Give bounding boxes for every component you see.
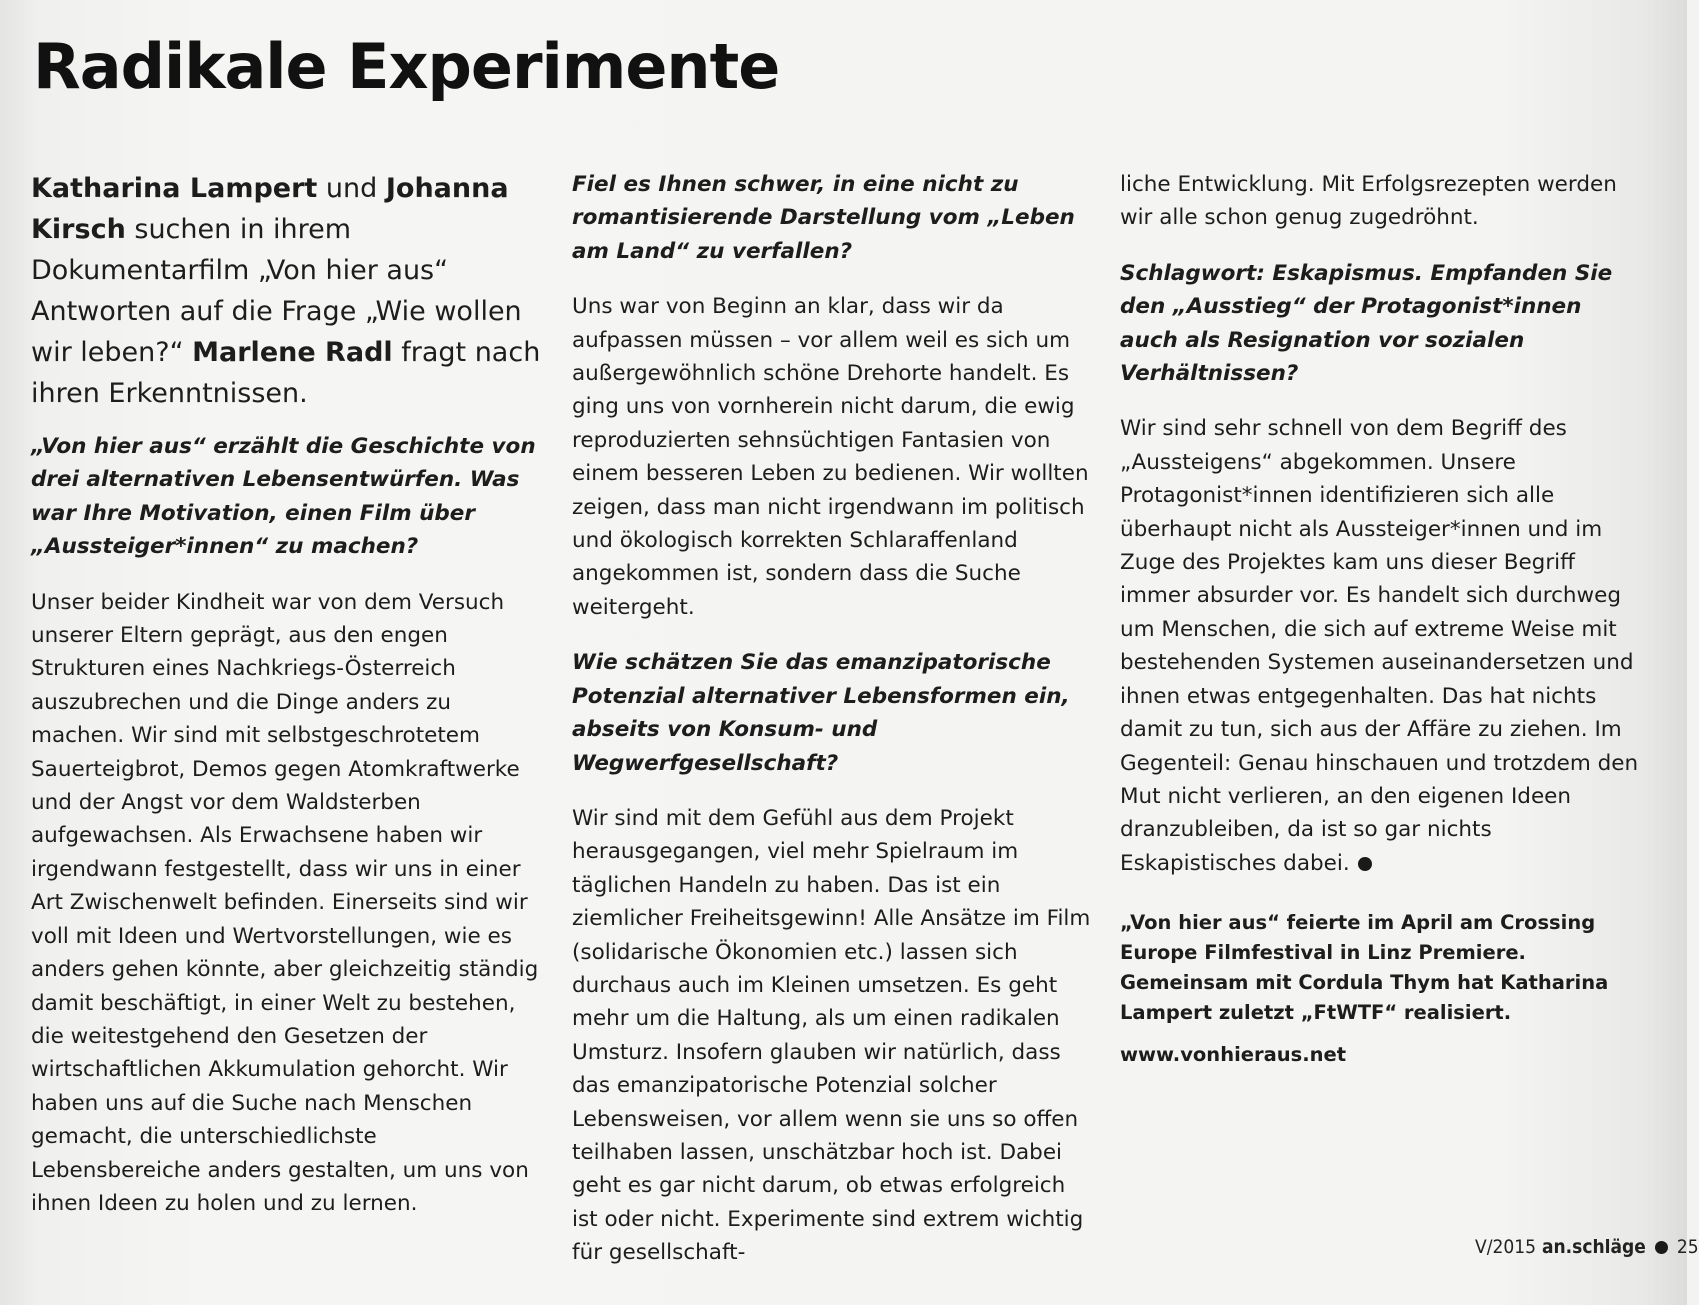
website-link[interactable]: www.vonhieraus.net — [1120, 1043, 1347, 1067]
answer-4: Wir sind sehr schnell von dem Begriff des „Aussteigens“ abgekommen. Unsere Protagonist*innen identifizieren sich alle überhaupt nicht als Aussteiger*innen und im Zuge des Projektes kam uns dieser Begriff immer absurder vor. Es handelt sich durchweg um Menschen, die sich auf extreme Weise mit bestehenden Systemen auseinandersetzen und ihnen etwas entgegenhalten. Das hat nichts damit zu tun, sich aus der Affäre zu ziehen. Im Gegenteil: Genau hinschauen und trotzdem den Mut nicht verlieren, an den eigenen Ideen dranzubleiben, da ist so gar nichts Eskapistisches dabei. — [1120, 416, 1639, 876]
page-number: 25 — [1676, 1236, 1699, 1258]
author-name-2: Johanna Kirsch — [31, 173, 509, 245]
page-footer — [1475, 1236, 1699, 1258]
lead-joiner: und — [317, 173, 386, 204]
column-2 — [572, 168, 1092, 1292]
question-2: Fiel es Ihnen schwer, in eine nicht zu romantisierende Darstellung vom „Leben am Land“ zu verfallen? — [572, 172, 1075, 264]
page-title: Radikale Experimente — [33, 30, 780, 103]
answer-3-continued: liche Entwicklung. Mit Erfolgsrezepten werden wir alle schon genug zugedröhnt. — [1120, 172, 1617, 231]
film-note: „Von hier aus“ feierte im April am Crossing Europe Filmfestival in Linz Premiere. Gemeinsam mit Cordula Thym hat Katharina Lampert zuletzt „FtWTF“ realisiert. — [1120, 911, 1609, 1025]
footer-bullet-icon — [1655, 1241, 1668, 1254]
column-3 — [1120, 168, 1640, 1070]
lead-text-2: fragt nach ihren Erkenntnissen. — [31, 337, 541, 409]
question-1: „Von hier aus“ erzählt die Geschichte von drei alternativen Lebensentwürfen. Was war Ihre Motivation, einen Film über „Aussteiger*innen“ zu machen? — [31, 434, 536, 560]
lead-paragraph — [31, 168, 551, 414]
end-of-article-bullet-icon — [1358, 857, 1372, 871]
answer-3: Wir sind mit dem Gefühl aus dem Projekt herausgegangen, viel mehr Spielraum im täglichen Handeln zu haben. Das ist ein ziemlicher Freiheitsgewinn! Alle Ansätze im Film (solidarische Ökonomien etc.) lassen sich durchaus auch im Kleinen umsetzen. Es geht mehr um die Haltung, als um einen radikalen Umsturz. Insofern glauben wir natürlich, dass das emanzipatorische Potenzial solcher Lebensweisen, vor allem wenn sie uns so offen teilhaben lassen, unschätzbar hoch ist. Dabei geht es gar nicht darum, ob etwas erfolgreich ist oder nicht. Experimente sind extrem wichtig für gesellschaft- — [572, 805, 1091, 1266]
author-name-1: Katharina Lampert — [31, 173, 318, 204]
question-3: Wie schätzen Sie das emanzipatorische Potenzial alternativer Lebensformen ein, abseits von Konsum- und Wegwerfgesellschaft? — [572, 650, 1070, 776]
column-1 — [31, 168, 551, 1242]
answer-4-wrap — [1120, 412, 1640, 880]
answer-2: Uns war von Beginn an klar, dass wir da aufpassen müssen – vor allem weil es sich um außergewöhnlich schöne Drehorte handelt. Es ging uns von vornherein nicht darum, die ewig reproduzierten sehnsüchtigen Fantasien von einem besseren Leben zu bedienen. Wir wollten zeigen, dass man nicht irgendwann im politisch und ökologisch korrekten Schlaraffenland angekommen ist, sondern dass die Suche weitergeht. — [572, 294, 1089, 620]
interviewer-name: Marlene Radl — [192, 337, 393, 368]
lead-text-1: suchen in ihrem Dokumentarfilm „Von hier aus“ Antworten auf die Frage „Wie wollen wir leben?“ — [31, 214, 522, 368]
question-4: Schlagwort: Eskapismus. Empfanden Sie den „Ausstieg“ der Protagonist*innen auch als Resignation vor sozialen Verhältnissen? — [1120, 260, 1613, 387]
issue-number: V/2015 — [1475, 1236, 1536, 1258]
magazine-name: an.schläge — [1541, 1236, 1646, 1258]
answer-1: Unser beider Kindheit war von dem Versuch unserer Eltern geprägt, aus den engen Strukturen eines Nachkriegs-Österreich auszubrechen und die Dinge anders zu machen. Wir sind mit selbstgeschrotetem Sauerteigbrot, Demos gegen Atomkraftwerke und der Angst vor dem Waldsterben aufgewachsen. Als Erwachsene haben wir irgendwann festgestellt, dass wir uns in einer Art Zwischenwelt befinden. Einerseits sind wir voll mit Ideen und Wertvorstellungen, wie es anders gehen könnte, aber gleichzeitig ständig damit beschäftigt, in einer Welt zu bestehen, die weitestgehend den Gesetzen der wirtschaftlichen Akkumulation gehorcht. Wir haben uns auf die Suche nach Menschen gemacht, die unterschiedlichste Lebensbereiche anders gestalten, um uns von ihnen Ideen zu holen und zu lernen. — [31, 589, 539, 1216]
